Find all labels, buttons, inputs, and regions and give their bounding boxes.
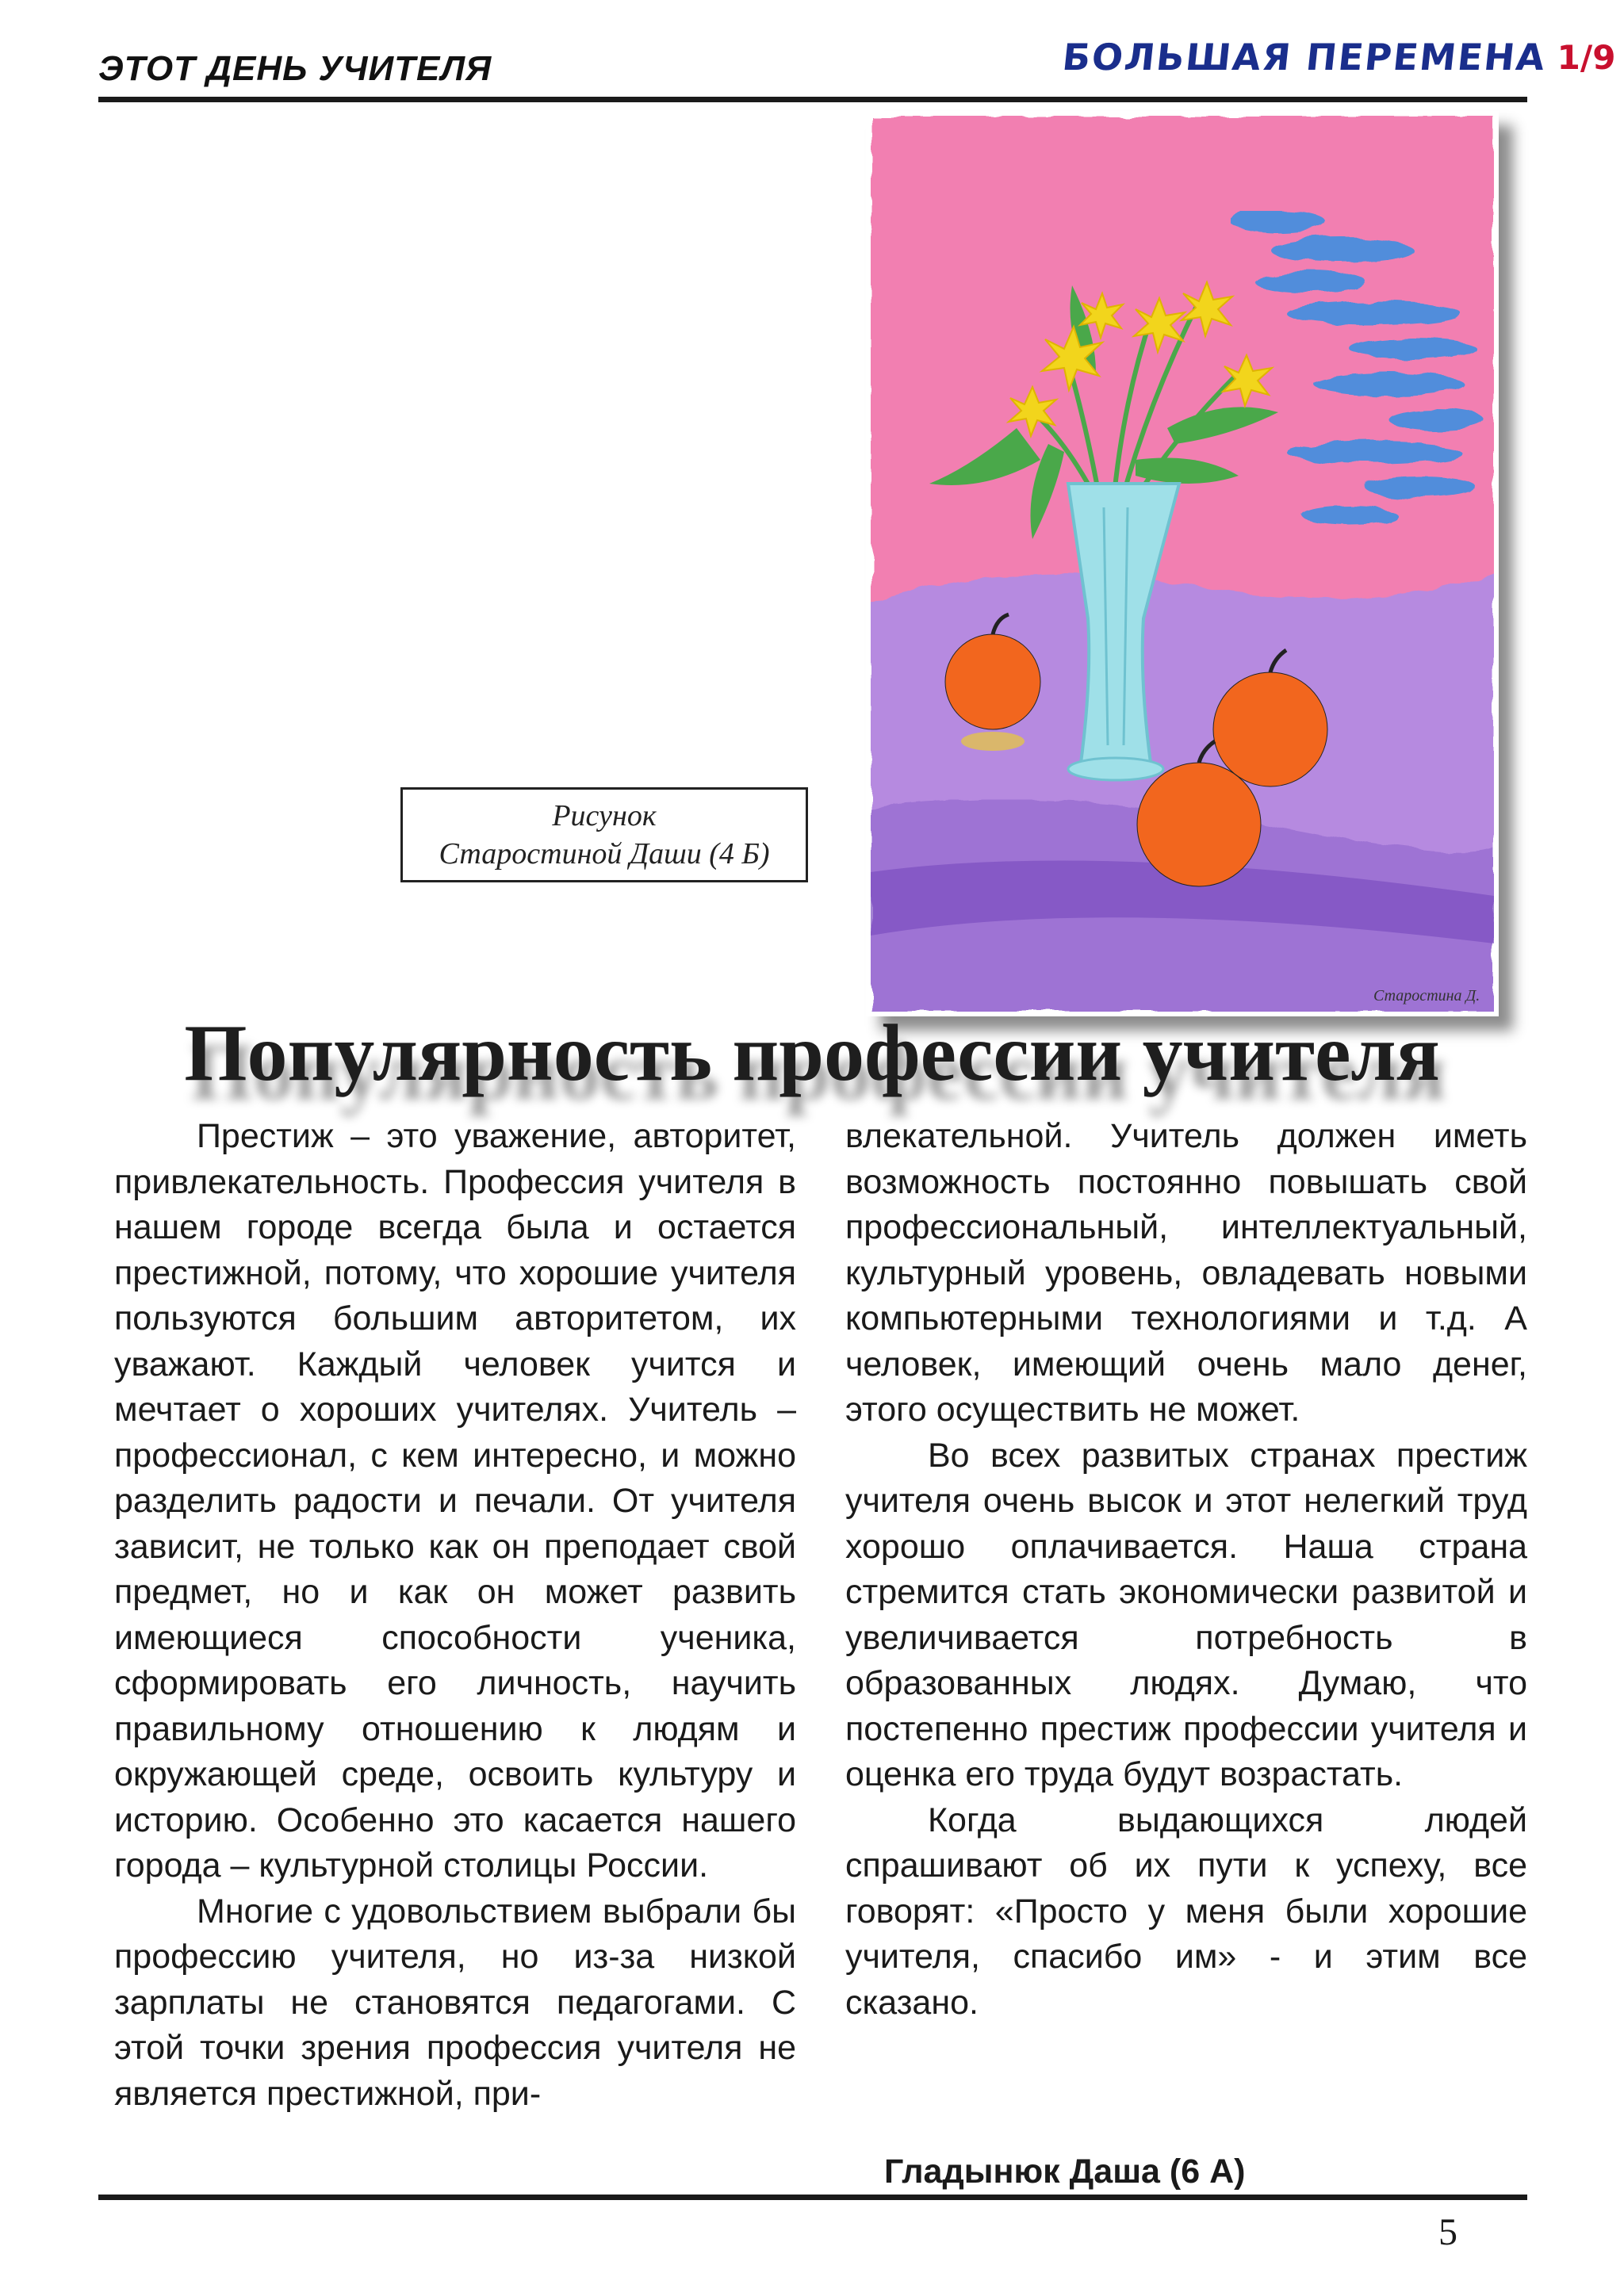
painting-image — [866, 111, 1499, 1016]
figure-caption — [400, 787, 808, 882]
section-title: ЭТОТ ДЕНЬ УЧИТЕЛЯ — [98, 49, 492, 88]
paragraph: влекательной. Учитель должен иметь возможность постоянно повышать свой профессиональный, интеллектуальный, культурный уровень, овладевать новыми компьютерными технологиями и т.д. А человек, имеющий очень мало денег, этого осуществить не может. — [845, 1117, 1527, 1429]
paragraph: Престиж – это уважение, авторитет, привлекательность. Профессия учителя в нашем городе всегда была и остается престижной, потому, что хорошие учителя пользуются большим авторитетом, их уважают. Каждый человек учится и мечтает о хороших учителях. Учитель – профессионал, с кем интересно, и можно разделить радости и печали. От учителя зависит, не только как он преподает свой предмет, но и как он может развить имеющиеся способности ученика, сформировать его личность, научить правильному отношению к людям и окружающей среде, освоить культуру и историю. Особенно это касается нашего города – культурной столицы России. — [114, 1117, 796, 1885]
bottom-rule — [98, 2195, 1527, 2200]
article-column-right — [845, 1114, 1527, 2026]
article-column-left — [114, 1114, 796, 2117]
masthead-name: БОЛЬШАЯ ПЕРЕМЕНА — [1060, 36, 1549, 78]
article-headline: Популярность профессии учителя — [184, 1008, 1440, 1098]
paragraph: Многие с удовольствием выбрали бы профессию учителя, но из-за низкой зарплаты не становятся педагогами. С этой точки зрения профессия учителя не является престижной, при- — [114, 1892, 796, 2113]
painting-signature: Старостина Д. — [1373, 987, 1480, 1004]
article-author: Гладынюк Даша (6 А) — [884, 2152, 1246, 2191]
page-number: 5 — [1438, 2211, 1457, 2253]
caption-line-1: Рисунок — [552, 799, 657, 832]
paragraph: Во всех развитых странах престиж учителя очень высок и этот нелегкий труд хорошо оплачивается. Наша страна стремится стать экономически развитой и увеличивается потребность в образованных людях. Думаю, что постепенно престиж профессии учителя и оценка его труда будут возрастать. — [845, 1436, 1527, 1793]
issue-number: 1/9 — [1557, 37, 1616, 77]
masthead — [1060, 32, 1616, 82]
top-rule — [98, 97, 1527, 102]
still-life-painting — [866, 111, 1499, 1016]
paragraph: Когда выдающихся людей спрашивают об их пути к успеху, все говорят: «Просто у меня были хорошие учителя, спасибо им» - и этим все сказано. — [845, 1800, 1527, 2022]
caption-line-2: Старостиной Даши (4 Б) — [439, 837, 770, 871]
